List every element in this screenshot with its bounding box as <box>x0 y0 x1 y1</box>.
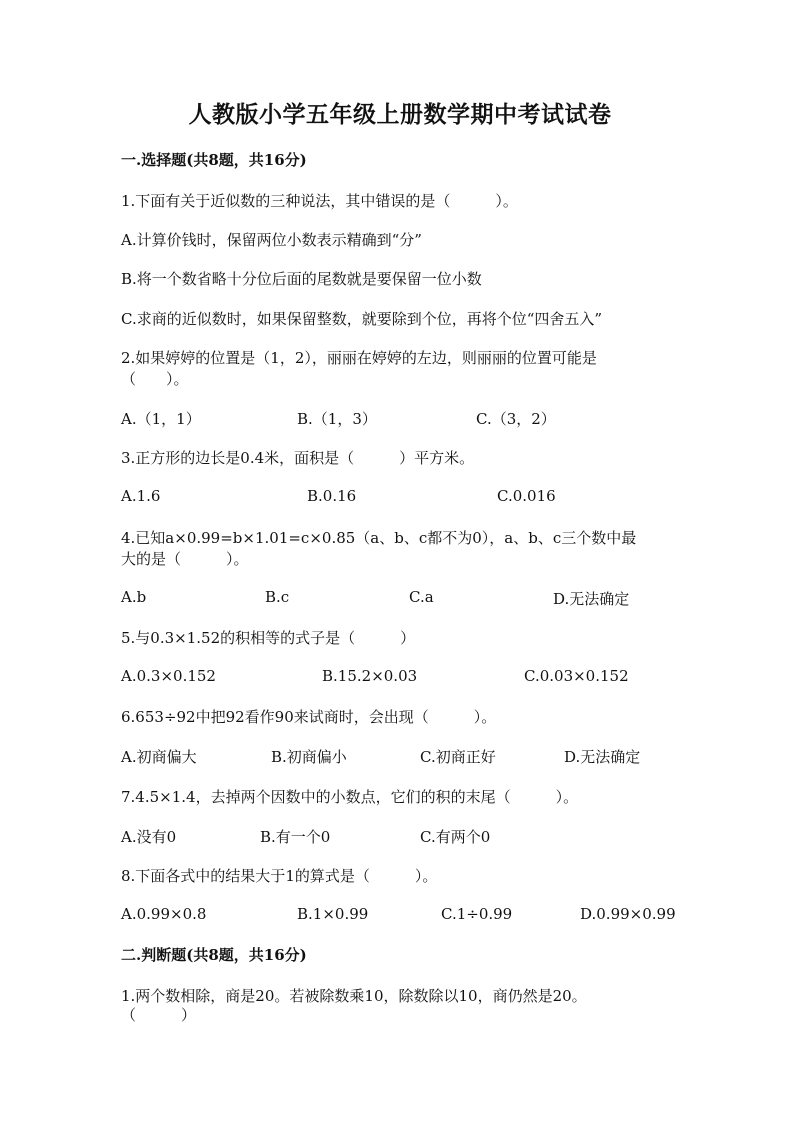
q1-option-b: B.将一个数省略十分位后面的尾数就是要保留一位小数 <box>121 270 482 288</box>
q5-option-c: C.0.03×0.152 <box>524 667 629 685</box>
question-3: 3.正方形的边长是0.4米，面积是（ ）平方米。 <box>121 449 475 467</box>
q6-option-c: C.初商正好 <box>420 748 496 766</box>
question-1: 1.下面有关于近似数的三种说法，其中错误的是（ ）。 <box>121 192 518 210</box>
question-2: 2.如果婷婷的位置是（1，2），丽丽在婷婷的左边，则丽丽的位置可能是 <box>121 349 597 367</box>
question-8: 8.下面各式中的结果大于1的算式是（ ）。 <box>121 867 438 885</box>
question-4: 4.已知a×0.99=b×1.01=c×0.85（a、b、c都不为0），a、b、c三个数中最 <box>121 529 637 547</box>
q8-option-d: D.0.99×0.99 <box>580 905 676 923</box>
q1-option-a: A.计算价钱时，保留两位小数表示精确到“分” <box>121 231 422 249</box>
q4-option-b: B.c <box>265 588 290 606</box>
q6-option-d: D.无法确定 <box>564 748 641 766</box>
q3-option-a: A.1.6 <box>121 487 161 505</box>
q2-option-a: A.（1，1） <box>121 410 201 428</box>
q4-option-d: D.无法确定 <box>553 590 630 608</box>
page-title: 人教版小学五年级上册数学期中考试试卷 <box>188 101 612 128</box>
q8-option-c: C.1÷0.99 <box>441 905 513 923</box>
section-heading-choice: 一.选择题(共8题，共16分) <box>121 151 307 169</box>
judge-question-1: 1.两个数相除，商是20。若被除数乘10，除数除以10，商仍然是20。 <box>121 987 587 1005</box>
section-heading-judge: 二.判断题(共8题，共16分) <box>121 946 307 964</box>
question-5: 5.与0.3×1.52的积相等的式子是（ ） <box>121 629 416 647</box>
q1-option-c: C.求商的近似数时，如果保留整数，就要除到个位，再将个位“四舍五入” <box>121 310 603 328</box>
judge-question-1-cont: （ ） <box>121 1006 197 1024</box>
q6-option-a: A.初商偏大 <box>121 748 197 766</box>
q2-option-b: B.（1，3） <box>297 410 377 428</box>
q8-option-b: B.1×0.99 <box>297 905 369 923</box>
q6-option-b: B.初商偏小 <box>271 748 347 766</box>
question-7: 7.4.5×1.4，去掉两个因数中的小数点，它们的积的末尾（ ）。 <box>121 788 579 806</box>
q7-option-b: B.有一个0 <box>260 828 331 846</box>
question-2-cont: （ ）。 <box>121 370 189 388</box>
question-4-cont: 大的是（ ）。 <box>121 550 249 568</box>
q4-option-c: C.a <box>409 588 434 606</box>
q7-option-c: C.有两个0 <box>420 828 491 846</box>
q8-option-a: A.0.99×0.8 <box>121 905 207 923</box>
q5-option-b: B.15.2×0.03 <box>322 667 418 685</box>
question-6: 6.653÷92中把92看作90来试商时，会出现（ ）。 <box>121 708 497 726</box>
q3-option-c: C.0.016 <box>497 487 556 505</box>
q2-option-c: C.（3，2） <box>476 410 556 428</box>
q5-option-a: A.0.3×0.152 <box>121 667 216 685</box>
q3-option-b: B.0.16 <box>307 487 357 505</box>
q7-option-a: A.没有0 <box>121 828 177 846</box>
q4-option-a: A.b <box>121 588 147 606</box>
